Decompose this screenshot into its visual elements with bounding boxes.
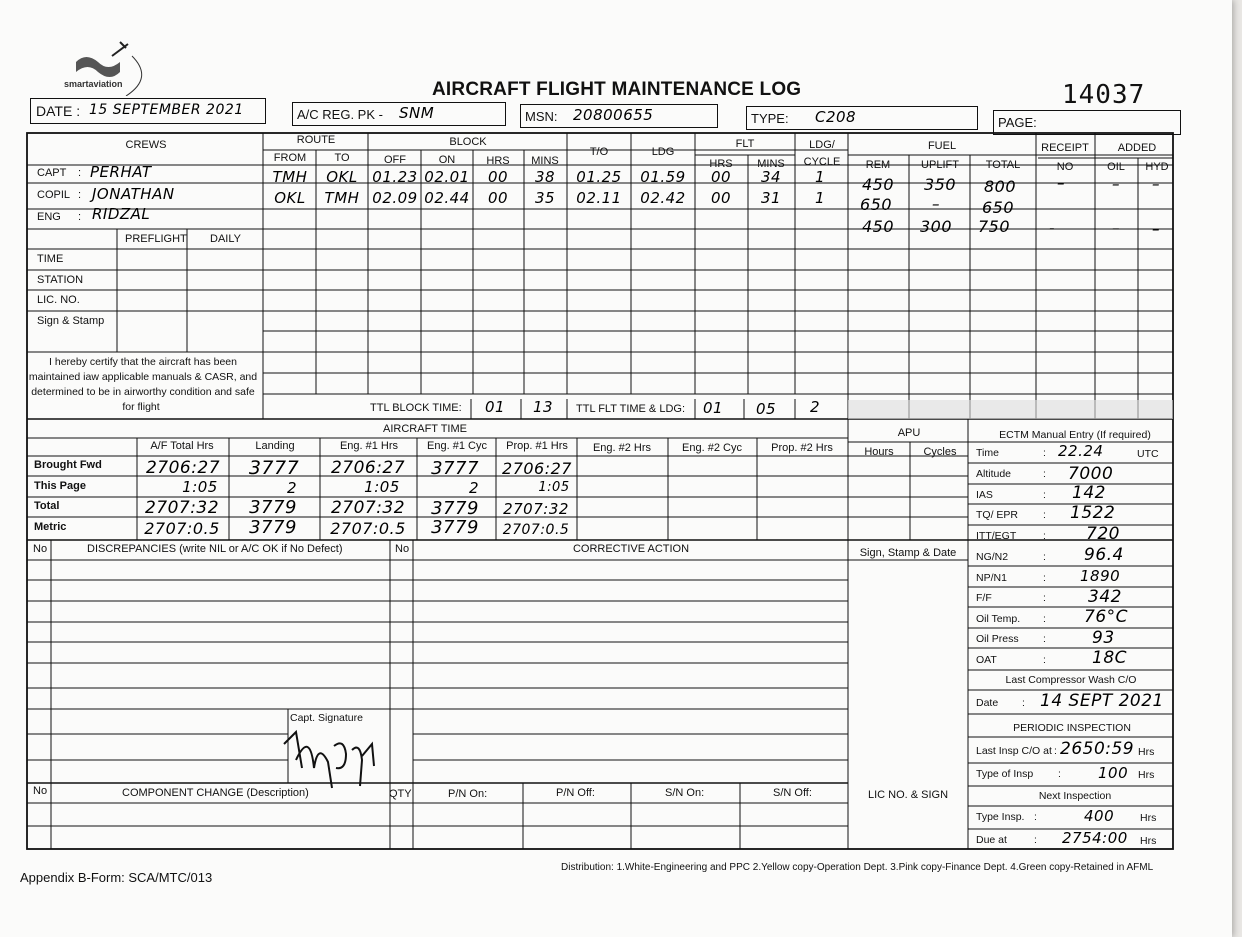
ttl-ldg[interactable]: 2	[809, 398, 821, 416]
flight-1-flt-hrs[interactable]: 00	[710, 168, 732, 186]
capt-signature-label: Capt. Signature	[290, 712, 363, 724]
reg-label: A/C REG. PK -	[297, 107, 383, 122]
added-header: ADDED	[1117, 142, 1157, 154]
flt-hrs-header: HRS	[709, 158, 733, 170]
ectm-ff-value[interactable]: 342	[1088, 587, 1122, 607]
certify-line-1: I hereby certify that the aircraft has been	[49, 356, 237, 368]
flight-1-on[interactable]: 02.01	[424, 168, 470, 186]
flight-1-to-time[interactable]: 01.25	[576, 168, 622, 186]
sign-stamp-label: Sign & Stamp	[37, 315, 105, 327]
eng2-cyc-header: Eng. #2 Cyc	[682, 442, 742, 454]
ectm-np-value[interactable]: 1890	[1080, 567, 1121, 585]
ectm-colon: :	[1043, 572, 1046, 584]
eng-label: ENG	[37, 211, 61, 223]
apu-title: APU	[897, 427, 921, 439]
ttl-flt-hrs[interactable]: 01	[702, 399, 724, 417]
next-inspection-title: Next Inspection	[1038, 790, 1112, 802]
bf-cyc1[interactable]: 3777	[431, 458, 479, 479]
hyd-header: HYD	[1145, 161, 1169, 173]
fuel-3-total[interactable]: 750	[977, 217, 1011, 236]
ectm-colon: :	[1043, 447, 1046, 459]
pn-off-header: P/N Off:	[556, 787, 595, 799]
discrepancy-header: DISCREPANCIES (write NIL or A/C OK if No Defect)	[87, 543, 343, 555]
lic-sign-header: LIC NO. & SIGN	[867, 789, 949, 801]
capt-label: CAPT	[37, 167, 67, 179]
ectm-ias-value[interactable]: 142	[1072, 483, 1106, 503]
ectm-altitude-value[interactable]: 7000	[1068, 464, 1114, 484]
brought-fwd-label: Brought Fwd	[34, 459, 102, 471]
flt-header: FLT	[735, 138, 755, 150]
flight-2-flt-mins[interactable]: 31	[760, 189, 782, 207]
ectm-colon: :	[1043, 613, 1046, 625]
ectm-oat-value[interactable]: 18C	[1092, 648, 1128, 668]
eng1-cyc-header: Eng. #1 Cyc	[427, 440, 487, 452]
ttl-block-hrs[interactable]: 01	[484, 398, 506, 416]
ldg-cycle-header-2: CYCLE	[803, 156, 841, 168]
next-type-insp-label: Type Insp.	[976, 811, 1025, 823]
station-label: STATION	[37, 274, 84, 286]
total-prop1[interactable]: 2707:32	[503, 500, 569, 518]
metric-label: Metric	[34, 521, 67, 533]
block-header: BLOCK	[449, 136, 487, 148]
apu-hours-header: Hours	[864, 446, 894, 458]
flt-mins-header: MINS	[757, 158, 785, 170]
off-header: OFF	[384, 154, 406, 166]
eng-name: RIDZAL	[92, 205, 151, 223]
flight-2-ldg[interactable]: 02.42	[640, 189, 686, 207]
due-at-value[interactable]: 2754:00	[1062, 829, 1128, 847]
type-insp-colon: :	[1058, 768, 1061, 780]
metric-eng1[interactable]: 2707:0.5	[330, 519, 406, 538]
from-header: FROM	[273, 152, 307, 164]
flight-1-off[interactable]: 01.23	[372, 168, 418, 186]
crews-header: CREWS	[125, 139, 167, 151]
due-at-colon: :	[1034, 834, 1037, 846]
flight-2-hrs[interactable]: 00	[487, 189, 509, 207]
flight-1-ldg[interactable]: 01.59	[640, 168, 686, 186]
tp-prop1[interactable]: 1:05	[538, 480, 570, 495]
mins-header: MINS	[531, 155, 559, 167]
ectm-ng-label: NG/N2	[976, 551, 1009, 563]
corrective-action-header: CORRECTIVE ACTION	[572, 543, 690, 555]
sn-off-header: S/N Off:	[773, 787, 812, 799]
lic-no-label: LIC. NO.	[37, 294, 80, 306]
flight-2-off[interactable]: 02.09	[372, 189, 418, 207]
fuel-1-uplift[interactable]: 350	[923, 175, 957, 194]
ectm-colon: :	[1043, 654, 1046, 666]
fuel-1-rem[interactable]: 450	[861, 175, 895, 194]
ttl-block-mins[interactable]: 13	[532, 398, 554, 416]
component-change-header: COMPONENT CHANGE (Description)	[122, 787, 309, 799]
fuel-1-total[interactable]: 800	[983, 177, 1017, 196]
ectm-np-label: NP/N1	[976, 572, 1007, 584]
bf-landing[interactable]: 3777	[248, 457, 300, 479]
flight-1-hrs[interactable]: 00	[487, 168, 509, 186]
ectm-colon: :	[1043, 633, 1046, 645]
metric-landing[interactable]: 3779	[249, 517, 297, 538]
next-type-insp-value[interactable]: 400	[1084, 807, 1115, 825]
ectm-colon: :	[1043, 509, 1046, 521]
copil-colon: :	[78, 189, 82, 201]
time-label: TIME	[37, 253, 64, 265]
distribution-note: Distribution: 1.White-Engineering and PPC 2.Yellow copy-Operation Dept. 3.Pink copy-Finance Dept. 4.Green copy-Retained in AFML	[561, 862, 1154, 873]
fuel-3-receipt[interactable]: -	[1049, 219, 1055, 237]
due-at-hrs: Hrs	[1140, 835, 1157, 847]
fuel-2-total[interactable]: 650	[981, 198, 1015, 217]
type-label: TYPE:	[751, 111, 789, 126]
to-header: TO	[334, 152, 350, 164]
fuel-1-receipt[interactable]: –	[1057, 174, 1065, 192]
fuel-3-oil[interactable]: –	[1112, 219, 1120, 237]
next-type-insp-colon: :	[1034, 811, 1037, 823]
ectm-colon: :	[1043, 489, 1046, 501]
ttl-flt-label: TTL FLT TIME & LDG:	[576, 403, 686, 415]
ectm-oil-press-label: Oil Press	[976, 633, 1019, 645]
metric-prop1[interactable]: 2707:0.5	[502, 522, 570, 538]
msn-label: MSN:	[525, 109, 558, 124]
flight-1-to[interactable]: OKL	[326, 168, 358, 186]
copil-name: JONATHAN	[92, 185, 175, 203]
ectm-altitude-label: Altitude	[976, 468, 1012, 480]
tp-cyc1[interactable]: 2	[468, 479, 480, 497]
aircraft-time-title: AIRCRAFT TIME	[383, 423, 467, 435]
apu-cycles-header: Cycles	[923, 446, 957, 458]
ectm-title: ECTM Manual Entry (If required)	[999, 429, 1151, 441]
serial-number: 14037	[1062, 80, 1146, 110]
page-label: PAGE:	[998, 115, 1037, 130]
fuel-1-hyd[interactable]: –	[1152, 175, 1160, 193]
copil-label: COPIL	[37, 189, 71, 201]
flight-1-flt-mins[interactable]: 34	[760, 168, 782, 186]
total-eng1[interactable]: 2707:32	[330, 498, 406, 518]
bf-af[interactable]: 2706:27	[145, 458, 221, 478]
certify-line-3: determined to be in airworthy condition and safe	[31, 386, 255, 398]
ectm-oil-temp-label: Oil Temp.	[976, 613, 1021, 625]
uplift-header: UPLIFT	[921, 159, 959, 171]
bf-prop1[interactable]: 2706:27	[502, 459, 572, 478]
prop2-hrs-header: Prop. #2 Hrs	[771, 442, 833, 454]
flight-2-from[interactable]: OKL	[274, 189, 306, 207]
daily-header: DAILY	[210, 233, 241, 245]
ectm-colon: :	[1043, 468, 1046, 480]
compressor-date-value[interactable]: 14 SEPT 2021	[1040, 691, 1164, 711]
this-page-label: This Page	[34, 480, 86, 492]
ectm-itt-value[interactable]: 720	[1086, 524, 1120, 544]
ectm-oil-press-value[interactable]: 93	[1092, 628, 1115, 648]
landing-header: Landing	[255, 440, 295, 452]
fuel-1-oil[interactable]: –	[1112, 175, 1120, 193]
eng1-hrs-header: Eng. #1 Hrs	[339, 440, 399, 452]
oil-header: OIL	[1107, 161, 1125, 173]
flight-2-mins[interactable]: 35	[534, 189, 556, 207]
flight-1-mins[interactable]: 38	[534, 168, 556, 186]
to-time-header: T/O	[589, 146, 609, 158]
flight-2-to-time[interactable]: 02.11	[576, 189, 622, 207]
metric-af[interactable]: 2707:0.5	[144, 519, 220, 538]
last-insp-label: Last Insp C/O at	[976, 745, 1052, 757]
ectm-colon: :	[1043, 592, 1046, 604]
compressor-wash-title: Last Compressor Wash C/O	[1005, 674, 1137, 686]
ectm-colon: :	[1043, 551, 1046, 563]
ectm-time-unit: UTC	[1137, 448, 1159, 460]
fuel-2-rem[interactable]: 650	[859, 195, 893, 214]
discrepancy-no-header: No	[33, 543, 48, 555]
ectm-time-label: Time	[976, 447, 999, 459]
receipt-no-header: NO	[1056, 161, 1074, 173]
ttl-flt-mins[interactable]: 05	[755, 400, 777, 418]
fuel-header: FUEL	[927, 140, 957, 152]
ectm-time-value[interactable]: 22.24	[1058, 442, 1104, 460]
ectm-ias-label: IAS	[976, 489, 993, 501]
logo-text: smartaviation	[64, 79, 123, 89]
total-cyc1[interactable]: 3779	[431, 498, 479, 519]
pn-on-header: P/N On:	[448, 788, 488, 800]
rem-header: REM	[865, 159, 891, 171]
last-insp-value[interactable]: 2650:59	[1060, 739, 1135, 759]
tp-eng1[interactable]: 1:05	[364, 478, 400, 496]
fuel-3-rem[interactable]: 450	[861, 217, 895, 236]
certify-line-2: maintained iaw applicable manuals & CASR, and	[28, 371, 258, 383]
route-header: ROUTE	[296, 134, 336, 146]
reg-value: SNM	[399, 104, 435, 122]
ttl-block-label: TTL BLOCK TIME:	[370, 402, 462, 414]
flight-2-cycle[interactable]: 1	[814, 189, 826, 207]
fuel-3-hyd[interactable]: –	[1152, 220, 1160, 238]
ectm-colon: :	[1043, 530, 1046, 542]
compressor-date-label: Date	[976, 697, 999, 709]
ectm-ff-label: F/F	[976, 592, 992, 604]
tp-af[interactable]: 1:05	[182, 478, 218, 496]
qty-header: QTY	[389, 788, 412, 800]
flight-2-to[interactable]: TMH	[324, 189, 360, 207]
component-no-header: No	[33, 785, 48, 797]
flight-2-flt-hrs[interactable]: 00	[710, 189, 732, 207]
periodic-inspection-title: PERIODIC INSPECTION	[1013, 722, 1131, 734]
ectm-oat-label: OAT	[976, 654, 997, 666]
sn-on-header: S/N On:	[665, 787, 705, 799]
compressor-date-colon: :	[1022, 697, 1025, 709]
hrs-header: HRS	[486, 155, 510, 167]
ldg-header: LDG	[651, 146, 675, 158]
form-number: Appendix B-Form: SCA/MTC/013	[20, 870, 213, 885]
certify-line-4: for flight	[122, 401, 160, 413]
last-insp-hrs: Hrs	[1138, 746, 1155, 758]
flight-2-on[interactable]: 02.44	[424, 189, 470, 207]
total-landing[interactable]: 3779	[249, 497, 297, 518]
metric-cyc1[interactable]: 3779	[431, 517, 479, 538]
type-insp-label: Type of Insp	[976, 768, 1034, 780]
preflight-header: PREFLIGHT	[125, 233, 187, 245]
ldg-cycle-header-1: LDG/	[809, 139, 835, 151]
captain-signature	[284, 732, 374, 788]
total-label: Total	[34, 500, 60, 512]
last-insp-colon: :	[1054, 745, 1057, 757]
total-af[interactable]: 2707:32	[144, 498, 220, 518]
capt-colon: :	[78, 167, 82, 179]
type-insp-hrs: Hrs	[1138, 769, 1155, 781]
ectm-oil-temp-value[interactable]: 76°C	[1084, 607, 1129, 627]
date-label: DATE :	[36, 103, 81, 119]
date-value: 15 SEPTEMBER 2021	[89, 102, 244, 118]
type-insp-value[interactable]: 100	[1098, 764, 1129, 782]
fuel-3-uplift[interactable]: 300	[919, 217, 953, 236]
tp-landing[interactable]: 2	[286, 479, 298, 497]
on-header: ON	[438, 154, 456, 166]
bf-eng1[interactable]: 2706:27	[330, 458, 406, 478]
ectm-itt-label: ITT/EGT	[976, 530, 1017, 542]
flight-1-cycle[interactable]: 1	[814, 168, 826, 186]
next-type-insp-hrs: Hrs	[1140, 812, 1157, 824]
ectm-ng-value[interactable]: 96.4	[1084, 545, 1124, 565]
total-header: TOTAL	[985, 159, 1021, 171]
due-at-label: Due at	[976, 834, 1007, 846]
af-total-header: A/F Total Hrs	[150, 440, 214, 452]
type-value: C208	[815, 108, 857, 126]
fuel-2-uplift[interactable]: –	[932, 195, 940, 213]
prop1-hrs-header: Prop. #1 Hrs	[506, 440, 568, 452]
sign-stamp-date-header: Sign, Stamp & Date	[859, 547, 957, 559]
form-title: AIRCRAFT FLIGHT MAINTENANCE LOG	[432, 79, 802, 100]
flight-1-from[interactable]: TMH	[272, 168, 308, 186]
ectm-tq-label: TQ/ EPR	[976, 509, 1019, 521]
ectm-tq-value[interactable]: 1522	[1070, 503, 1116, 523]
receipt-header: RECEIPT	[1041, 142, 1089, 154]
eng-colon: :	[78, 211, 82, 223]
corrective-no-header: No	[395, 543, 410, 555]
eng2-hrs-header: Eng. #2 Hrs	[592, 442, 652, 454]
msn-value: 20800655	[573, 106, 654, 124]
capt-name: PERHAT	[90, 163, 152, 181]
